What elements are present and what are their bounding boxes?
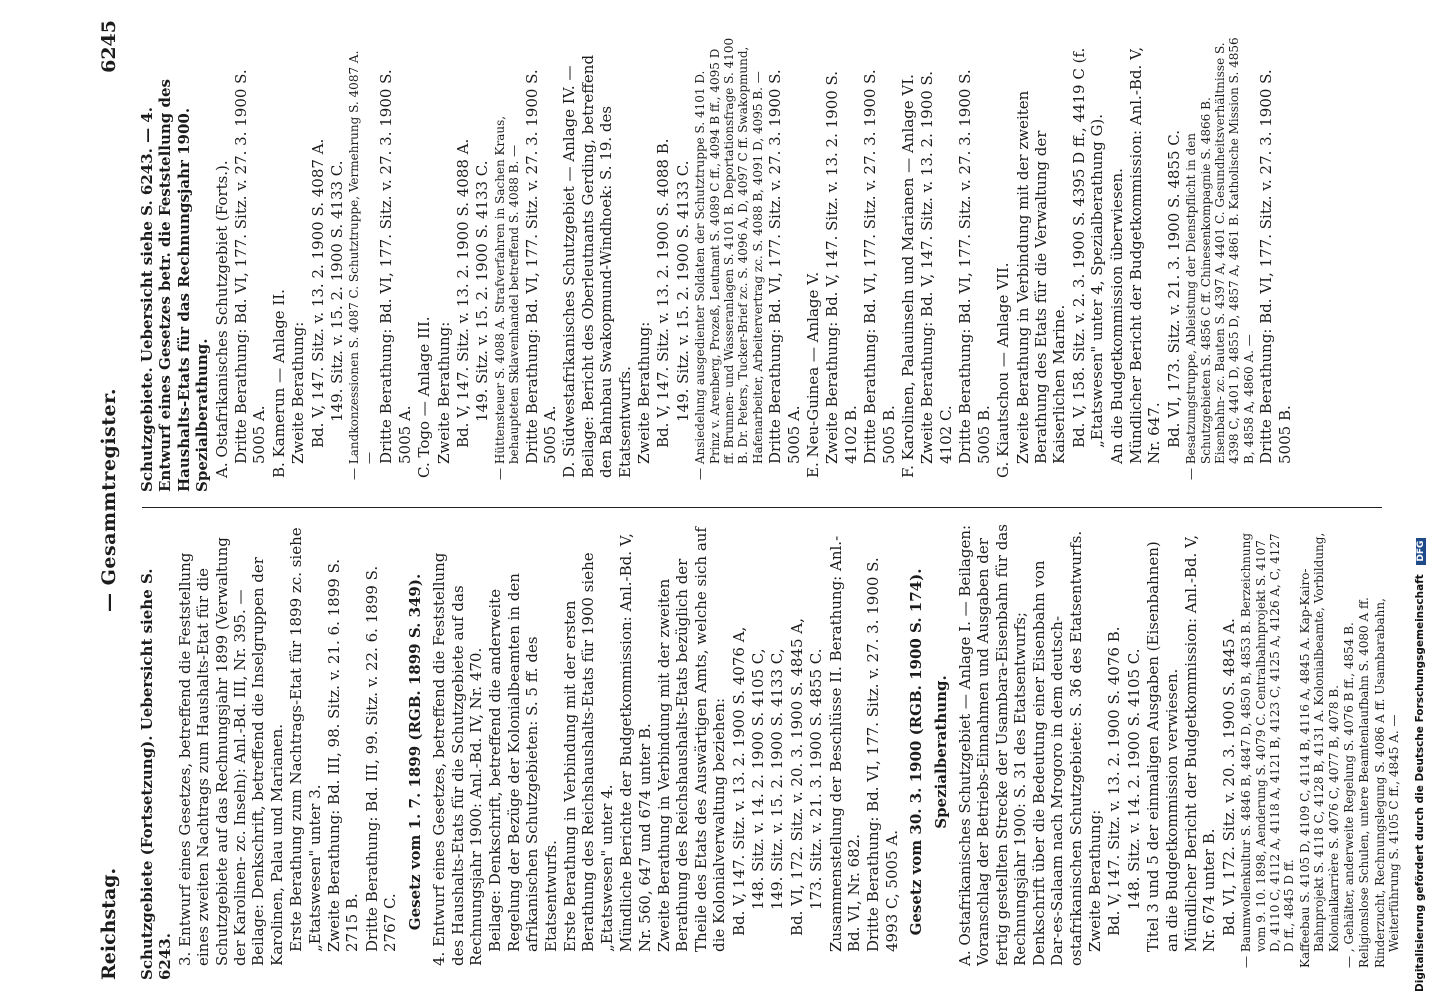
register-entry: Zweite Berathung in Verbindung mit der zweiten Berathung des Etats für die Verwaltung der Kaiserlichen Marine. [1013, 90, 1069, 464]
register-entry: Bd. VI, 173. Sitz. v. 21. 3. 1900 S. 4855 C. [1164, 130, 1183, 448]
register-entry: Kaffeebau S. 4105 D, 4109 C, 4114 B, 4116 A, 4845 A. Kap-Kairo-Bahnprojekt S. 4118 C, 4128 B, 4131 A. Kolonialbeamte, Vorbildung, Kolonialkarrière S. 4076 C, 4077 B, 4078 B. [1297, 532, 1341, 968]
register-entry: 148. Sitz. v. 14. 2. 1900 S. 4105 C. [1124, 648, 1143, 910]
register-entry: Bd. V, 147. Sitz. v. 13. 2. 1900 S. 4076 B. [1105, 626, 1124, 936]
register-entry: Mündlicher Bericht der Budgetkommission: Anl.-Bd. V, Nr. 674 unter B. [1181, 534, 1219, 952]
register-entry: — Besatzungstruppe, Ableistung der Dienstpflicht in den Schutzgebieten S. 4856 C ff. Chinesenkompagnie S. 4866 B. Eisenbahn- zc. Bauten S. 4397 A, 4401 C. Gesundheitsverhältnisse S. 4398 C, 4401 D, 4855 D, 4857 A, 4861 B. Katholische Mission S. 4856 B, 4858 A, 4860 A. — [1184, 37, 1256, 480]
register-entry: Dritte Berathung: Bd. VI, 177. Sitz. v. 27. 3. 1900 S. 5005 B. [861, 69, 898, 464]
register-entry: 4. Entwurf eines Gesetzes, betreffend die Feststellung des Haushalts-Etats für die Schutzgebiete auf das Rechnungsjahr 1900: Anl.-Bd. IV, Nr. 470. [430, 552, 485, 966]
register-entry: 3. Entwurf eines Gesetzes, betreffend die Feststellung eines zweiten Nachtrags zum Haushalts-Etat für die Schutzgebiete auf das Rechnungsjahr 1899 (Verwaltung der Karolinen- zc. Inseln): Anl.-Bd. III, Nr. 395. — Beilage: Denkschrift, betreffend die Inselgruppen der Karolinen, Palau und Marianen. [175, 537, 286, 966]
register-entry: Bd. V, 147. Sitz. v. 13. 2. 1900 S. 4076 A, [729, 626, 748, 936]
register-entry: — Ansiedelung ausgedienter Soldaten der Schutztruppe S. 4101 D. Prinz v. Arenberg, Prozeß, Leutnant S. 4089 C ff., 4094 B ff., 4095 D ff. Brunnen- und Wasseranlagen S. 4101 B. Deportationsfrage S. 4100 B. Dr. Peters, Tucker-Brief zc. S. 4096 A, D, 4097 C ff. Swakopmund, Hafenarbeiter, Arbeitervertrag zc. S. 4088 B, 4091 D, 4095 B. — [693, 37, 765, 480]
register-entry: Religionslose Schulen, untere Beamtenlaufbahn S. 4080 A ff. [1357, 597, 1372, 968]
register-entry: Schutzgebiete (Fortsetzung). Uebersicht siehe S. 6243. [138, 568, 175, 980]
register-entry: Bd. VI, 172. Sitz. v. 20. 3. 1900 S. 4845 A. [1219, 618, 1238, 936]
page-header [80, 20, 130, 980]
left-column [138, 524, 1402, 980]
register-entry: Dritte Berathung: Bd. VI, 177. Sitz. v. 27. 3. 1900 S. 5005 A. [522, 69, 559, 464]
register-entry: An die Budgetkommission überwiesen. [1107, 168, 1126, 464]
register-entry: F. Karolinen, Palauinseln und Marianen — Anlage VI. [899, 74, 918, 478]
register-entry: Zweite Berathung: Bd. V, 147. Sitz. v. 13. 2. 1900 S. 4102 B. [823, 70, 860, 464]
register-entry: Dritte Berathung: Bd. VI, 177. Sitz. v. 27. 3. 1900 S. 5005 B. [956, 69, 993, 464]
register-entry: Gesetz vom 30. 3. 1900 (RGB. 1900 S. 174). [907, 568, 926, 936]
register-entry: Zweite Berathung: [434, 321, 453, 464]
register-entry: Zweite Berathung: [289, 321, 308, 464]
register-entry: C. Togo — Anlage III. [415, 316, 434, 478]
register-entry: Dritte Berathung: Bd. VI, 177. Sitz. v. 27. 3. 1900 S. 5005 A. [232, 69, 269, 464]
register-entry: Zweite Berathung: [1085, 809, 1104, 952]
register-entry: 149. Sitz. v. 15. 2. 1900 S. 4133 C. [328, 160, 347, 422]
register-entry: Dritte Berathung: Bd. III, 99. Sitz. v. 22. 6. 1899 S. 2767 C. [362, 565, 400, 952]
right-column [138, 36, 1388, 492]
register-entry: Mündlicher Bericht der Budgetkommission: Anl.-Bd. V, Nr. 647. [1126, 46, 1164, 464]
register-entry: 148. Sitz. v. 14. 2. 1900 S. 4105 C, [749, 648, 767, 910]
register-entry: Zweite Berathung in Verbindung mit der zweiten Berathung des Reichshaushalts-Etats bezüglich der Theile des Etats des Auswärtigen Amts, welche sich auf die Kolonialverwaltung beziehen: [654, 527, 729, 952]
register-entry: Gesetz vom 1. 7. 1899 (RGB. 1899 S. 349). [405, 573, 424, 931]
register-entry: Erste Berathung zum Nachtrags-Etat für 1899 zc. siehe „Etatswesen" unter 3. [287, 527, 324, 952]
register-entry: — Hüttensteuer S. 4088 A. Strafverfahren in Sachen Kraus, behaupteten Sklavenhandel betreffend S. 4088 B. — [492, 115, 522, 480]
register-entry: 173. Sitz. v. 21. 3. 1900 S. 4855 C. [807, 648, 826, 910]
register-entry: Erste Berathung in Verbindung mit der ersten Berathung des Reichshaushalts-Etats für 1900 siehe „Etatswesen" unter 4. [560, 552, 616, 952]
register-entry: Mündliche Berichte der Budgetkommission: Anl.-Bd. V, Nr. 560, 647 und 674 unter B. [617, 533, 654, 952]
register-entry: Zweite Berathung: [634, 321, 653, 464]
page-number: 6245 [98, 20, 120, 73]
register-entry: 149. Sitz. v. 15. 2. 1900 S. 4133 C. [673, 160, 692, 422]
register-entry: Rinderzucht, Rechnungslegung S. 4086 A ff. Usambarabahn, Weiterführung S. 4105 C ff., 4845 A. — [1372, 598, 1402, 968]
column-divider [142, 507, 1382, 508]
register-entry: E. Neu-Guinea — Anlage V. [804, 271, 823, 478]
register-entry: 149. Sitz. v. 15. 2. 1900 S. 4133 C. [473, 160, 492, 422]
register-entry: Zusammenstellung der Beschlüsse II. Berathung: Anl.-Bd. VI, Nr. 682. [826, 535, 864, 952]
register-entry: Dritte Berathung: Bd. VI, 177. Sitz. v. 27. 3. 1900 S. 5005 A. [766, 69, 803, 464]
register-entry: — , Gehälter, anderweite Regelung S. 4076 B ff., 4854 B. [1342, 622, 1356, 968]
register-entry: Beilage: Denkschrift, betreffend die anderweite Regelung der Bezüge der Kolonialbeamten in den afrikanischen Schutzgebieten: S. 5 ff. des Etatsentwurfs. [486, 573, 560, 952]
register-entry: Dritte Berathung: Bd. VI, 177. Sitz. v. 27. 3. 1900 S. 4993 C, 5005 A. [864, 557, 901, 952]
register-entry: G. Kiautschou — Anlage VII. [994, 262, 1013, 478]
register-entry: — Baumwollenkultur S. 4846 B, 4847 D, 4850 B, 4853 B. Berzeichnung vom 9. 10. 1898, Aenderung S. 4079 C. Centralbahnprojekt S. 4107 D, 4110 C, 4112 A, 4118 A, 4121 B, 4123 C, 4125 A, 4126 A, C, 4127 D ff., 4845 D ff. [1239, 532, 1297, 968]
dfg-logo: DFG [1416, 538, 1426, 565]
digitization-note-text: Digitalisierung gefördert durch die Deutsche Forschungsgemeinschaft [1414, 574, 1426, 992]
digitization-note [1414, 2, 1434, 992]
register-entry: Zweite Berathung: Bd. V, 147. Sitz. v. 13. 2. 1900 S. 4102 C. [918, 70, 955, 464]
register-entry: Schutzgebiete. Uebersicht siehe S. 6243. — 4. Entwurf eines Gesetzes betr. die Feststellung des Haushalts-Etats für das Rechnungsjahr 1900. Spezialberathung. [138, 79, 212, 492]
header-left: Reichstag. [98, 867, 120, 980]
register-entry: A. Ostafrikanisches Schutzgebiet — Anlage I. — Beilagen: Voranschlag der Betriebs-Einnahmen und Ausgaben der fertig gestellten Strecke der Usambara-Eisenbahn für das Rechnungsjahr 1900: S. 31 des Etatsentwurfs; Denkschrift über die Bedeutung einer Eisenbahn von Dar-es-Salaam nach Mrogoro in dem deutsch-ostafrikanischen Schutzgebiete: S. 36 des Etatsentwurfs. [956, 524, 1085, 966]
register-entry: B. Kamerun — Anlage II. [269, 289, 288, 478]
register-entry: Dritte Berathung: Bd. VI, 177. Sitz. v. 27. 3. 1900 S. 5005 B. [1257, 69, 1294, 464]
register-entry: Zweite Berathung: Bd. III, 98. Sitz. v. 21. 6. 1899 S. 2715 B. [325, 558, 362, 952]
register-entry: D. Südwestafrikanisches Schutzgebiet — Anlage IV. — Beilage: Bericht des Oberleutnants Gerding, betreffend den Bahnbau Swakopmund-Windhoek: S. 19. des Etatsentwurfs. [560, 54, 634, 478]
register-entry: — Landkonzessionen S. 4087 C. Schutztruppe, Vermehrung S. 4087 A. — [347, 50, 376, 480]
register-entry: Bd. V, 147. Sitz. v. 13. 2. 1900 S. 4088 A. [453, 138, 472, 448]
register-entry: A. Ostafrikanisches Schutzgebiet (Forts.). [212, 160, 231, 478]
register-entry: 149. Sitz. v. 15. 2. 1900 S. 4133 C, [768, 648, 787, 910]
register-entry: Titel 3 und 5 der einmaligen Ausgaben (Eisenbahnen) an die Budgetkommission verwiesen. [1144, 541, 1181, 952]
register-entry: Bd. VI, 172. Sitz. v. 20. 3. 1900 S. 4845 A, [787, 618, 806, 936]
rotated-register-page [80, 20, 1400, 980]
register-entry: Spezialberathung. [931, 675, 950, 829]
register-entry: Dritte Berathung: Bd. VI, 177. Sitz. v. 27. 3. 1900 S. 5005 A. [377, 69, 414, 464]
header-center: — Gesammtregister. [98, 388, 120, 612]
register-entry: Bd. V, 147. Sitz. v. 13. 2. 1900 S. 4087 A. [308, 138, 327, 448]
register-entry: Bd. V, 158. Sitz. v. 2. 3. 1900 S. 4395 D ff., 4419 C (f. „Etatswesen" unter 4, Spezialberathung G). [1069, 47, 1107, 448]
register-entry: Bd. V, 147. Sitz. v. 13. 2. 1900 S. 4088 B. [654, 138, 673, 448]
